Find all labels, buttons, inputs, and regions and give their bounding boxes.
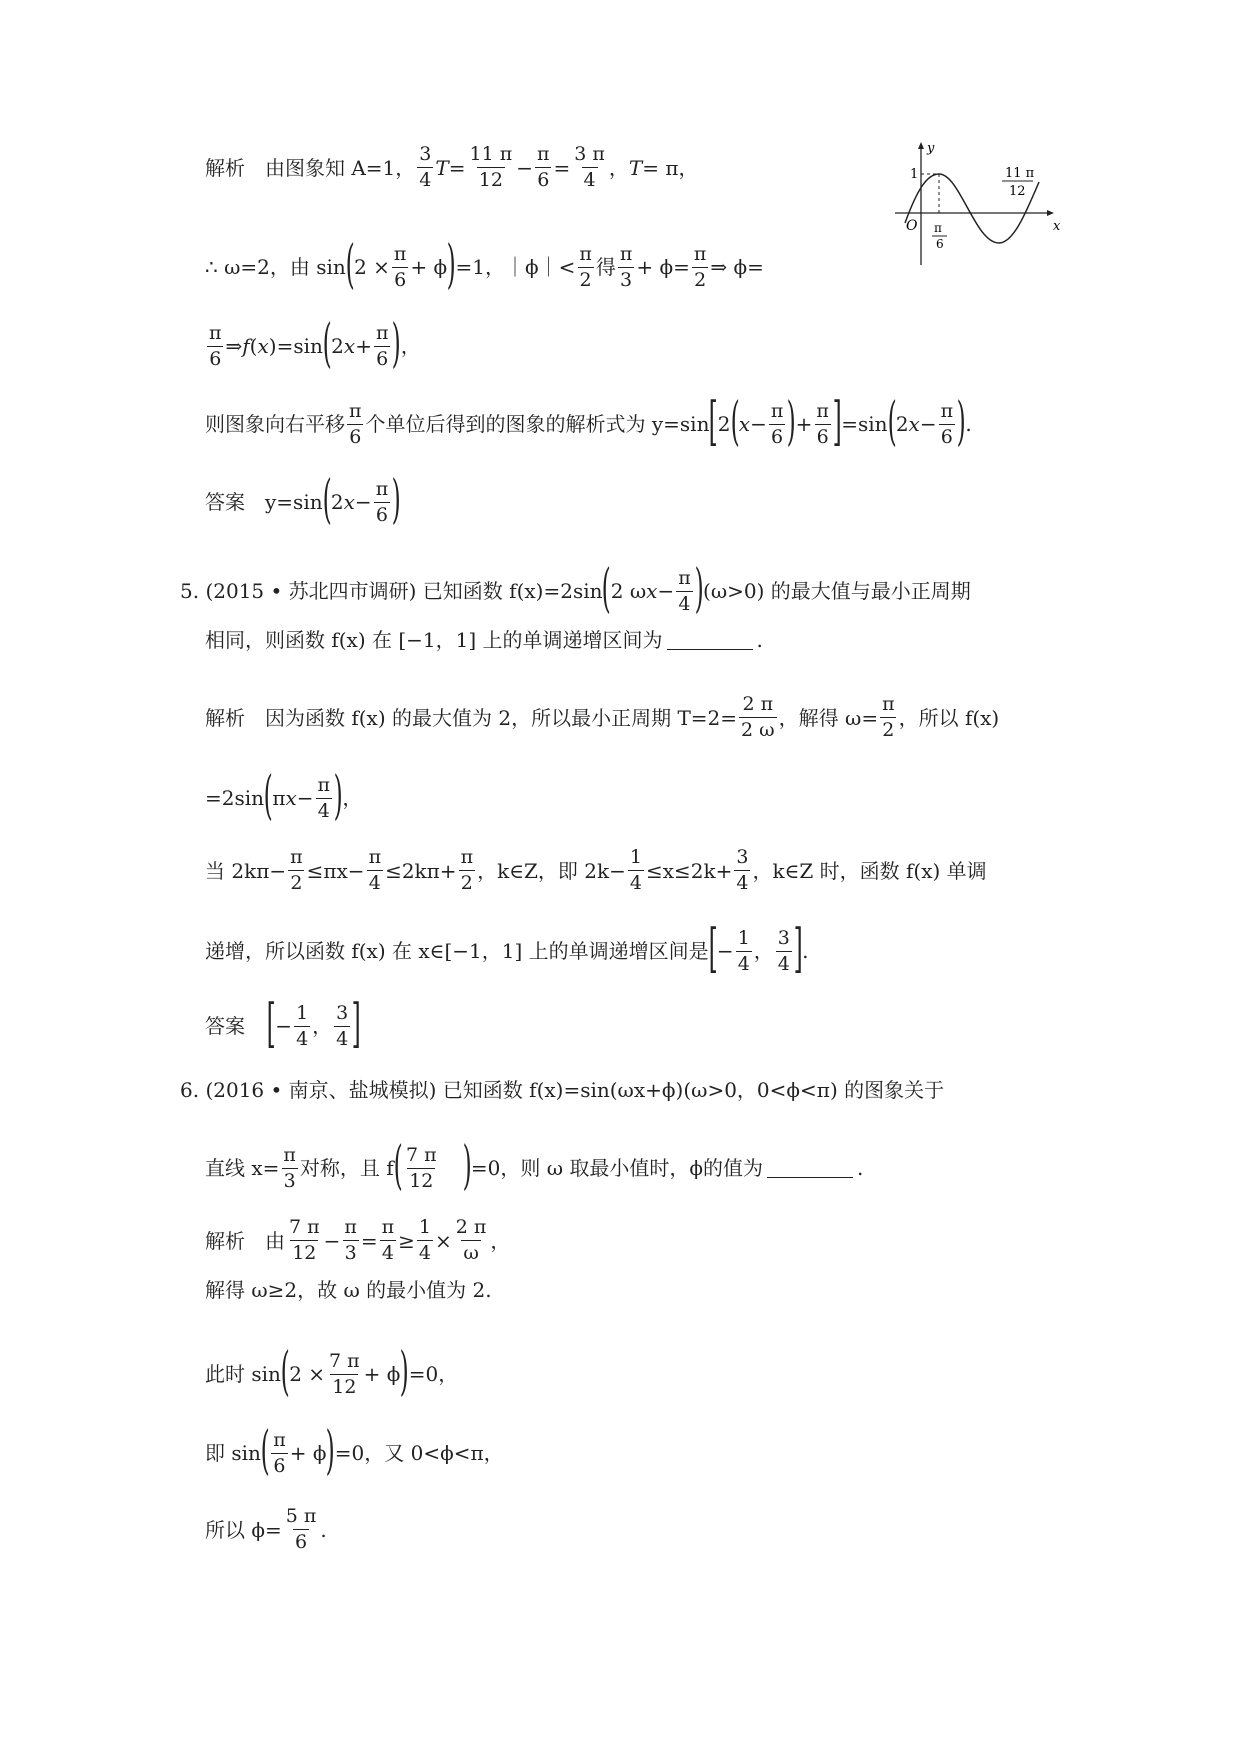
- fraction: $\frac{\pi}{6}$: [273, 1428, 286, 1477]
- fraction: $\frac{11 \pi}{12}$: [469, 143, 513, 191]
- fraction: $\frac{\pi}{6}$: [816, 399, 829, 448]
- fraction: $\frac{3}{4}$: [736, 846, 749, 894]
- fraction: $\frac{\pi}{2}$: [460, 846, 474, 894]
- x-axis-arrow: [1047, 210, 1054, 216]
- fraction: $\frac{2 \pi}{\omega}$: [455, 1216, 487, 1264]
- s4-line2-suffix: =1，｜ϕ｜<: [455, 255, 576, 279]
- pi6-den: 6: [936, 237, 944, 251]
- q5-line1: 5. (2015 • 苏北四市调研) 已知函数 f(x)=2sin ( 2 ω x − $\frac{\pi}{4}$ ) (ω>0) 的最大值与最小正周期: [180, 559, 971, 619]
- q5-sol1: 解析 因为函数 f(x) 的最大值为 2，所以最小正周期 T=2= $\frac{2 \pi}{2 \omega}$ ，解得 ω= $\frac{\pi}{2}$ ，所以 f(x): [205, 693, 1000, 741]
- q6-line2: 直线 x= $\frac{\pi}{3}$ 对称，且 f ( $\frac{7 \pi}{12}$ ) =0，则 ω 取最小值时，ϕ的值为 .: [205, 1136, 864, 1196]
- q6-sol3: 此时 sin ( 2 × $\frac{7 \pi}{12}$ + ϕ ) =0，: [205, 1342, 459, 1402]
- fraction: $\frac{\pi}{2}$: [693, 242, 707, 291]
- fraction: $\frac{\pi}{3}$: [283, 1143, 296, 1192]
- fraction: $\frac{1}{4}$: [629, 846, 642, 894]
- one-label: 1: [910, 167, 919, 182]
- q5-sol1-text: 解析 因为函数 f(x) 的最大值为 2，所以最小正周期 T=2=: [205, 705, 738, 730]
- fraction: $\frac{\pi}{4}$: [317, 773, 331, 822]
- q6-sol1: 解析 由 $\frac{7 \pi}{12}$ − $\frac{\pi}{3}$ = $\frac{\pi}{4}$ ≥ $\frac{1}{4}$ × $\frac{2 \pi}{\omega}$ ，: [205, 1216, 511, 1264]
- fraction: $\frac{\pi}{2}$: [882, 693, 895, 741]
- s4-line1: 解析 由图象知 A=1， $\frac{3}{4}$ T = $\frac{11 \pi}{12}$ − $\frac{\pi}{6}$ = $\frac{3 \pi}{4}$ ， T = π，: [205, 143, 699, 191]
- fraction: $\frac{1}{4}$: [737, 926, 750, 975]
- s4-answer: 答案 y=sin ( 2 x − $\frac{\pi}{6}$ ): [205, 470, 401, 530]
- fraction: $\frac{\pi}{6}$: [770, 399, 784, 448]
- fraction: $\frac{7 \pi}{12}$: [405, 1143, 437, 1192]
- s4-line1-prefix: 解析 由图象知 A=1，: [205, 155, 416, 180]
- s4-line3-suffix: ，: [400, 334, 421, 358]
- q6-sol4: 即 sin ( $\frac{\pi}{6}$ + ϕ ) =0，又 0<ϕ<π，: [205, 1421, 504, 1481]
- s4-line4-prefix: 则图象向右平移: [205, 412, 345, 436]
- fraction: $\frac{\pi}{3}$: [344, 1216, 357, 1264]
- q5-sol2: =2sin ( π x − $\frac{\pi}{4}$ ) ，: [205, 766, 363, 826]
- q5-line1-suffix: (ω>0) 的最大值与最小正周期: [703, 579, 971, 603]
- fraction: $\frac{3}{4}$: [336, 1001, 349, 1050]
- q5-answer-label: 答案: [205, 1014, 245, 1038]
- s4-line2-prefix: ∴ ω=2，由 sin: [205, 255, 346, 279]
- s4-line2: ∴ ω=2，由 sin ( 2 × $\frac{\pi}{6}$ + ϕ ) =1，｜ϕ｜< $\frac{\pi}{2}$ 得 $\frac{\pi}{3}$ + ϕ= $\frac{\pi}{2}$ ⇒ ϕ=: [205, 235, 764, 295]
- fraction: $\frac{3}{4}$: [419, 143, 432, 191]
- fraction: $\frac{\pi}{6}$: [536, 143, 550, 191]
- q5-sol3: 当 2kπ− $\frac{\pi}{2}$ ≤πx− $\frac{\pi}{4}$ ≤2kπ+ $\frac{\pi}{2}$ ，k∈Z，即 2k− $\frac{1}{4}$ ≤x≤2k+ $\frac{3}{4}$ ，k∈Z 时，函数 f(x) 单调: [205, 846, 987, 894]
- fraction: $\frac{2 \pi}{2 \omega}$: [741, 693, 775, 741]
- fraction: $\frac{\pi}{6}$: [209, 321, 222, 370]
- q5-line1-text: 5. (2015 • 苏北四市调研) 已知函数 f(x)=2sin: [180, 579, 603, 603]
- y-axis-label: y: [927, 141, 935, 156]
- x11-num: 11 π: [1005, 166, 1035, 181]
- fraction: $\frac{7 \pi}{12}$: [289, 1216, 320, 1264]
- fraction: $\frac{7 \pi}{12}$: [329, 1349, 360, 1398]
- q6-sol2: 解得 ω≥2，故 ω 的最小值为 2.: [205, 1278, 492, 1302]
- x11-den: 12: [1009, 184, 1026, 199]
- q6-line1-text: 6. (2016 • 南京、盐城模拟) 已知函数 f(x)=sin(ωx+ϕ)(ω>0，0<ϕ<π) 的图象关于: [180, 1078, 945, 1102]
- q5-sol4: 递增，所以函数 f(x) 在 x∈[−1，1] 上的单调递增区间是 [ − $\frac{1}{4}$ ， $\frac{3}{4}$ ] .: [205, 919, 809, 979]
- fraction: $\frac{\pi}{6}$: [349, 399, 362, 448]
- fraction: $\frac{\pi}{4}$: [678, 566, 691, 615]
- q5-line2: 相同，则函数 f(x) 在 [−1，1] 上的单调递增区间为 .: [205, 628, 763, 652]
- q6-line1: [180, 1080, 944, 1100]
- s4-line4-mid: 个单位后得到的图象的解析式为 y=sin: [365, 412, 710, 436]
- sine-graph: [875, 140, 1065, 270]
- s4-answer-label: 答案 y=sin: [205, 490, 323, 514]
- fraction: $\frac{1}{4}$: [296, 1001, 309, 1050]
- fraction: $\frac{\pi}{6}$: [375, 321, 389, 370]
- answer-blank: [667, 631, 753, 650]
- pi6-num: π: [934, 221, 942, 235]
- fraction: $\frac{\pi}{6}$: [393, 242, 407, 291]
- answer-blank: [767, 1159, 853, 1178]
- q5-line2-text: 相同，则函数 f(x) 在 [−1，1] 上的单调递增区间为: [205, 628, 663, 652]
- fraction: $\frac{5 \pi}{6}$: [285, 1505, 317, 1553]
- origin-label: O: [906, 218, 918, 234]
- fraction: $\frac{3 \pi}{4}$: [574, 143, 605, 191]
- fraction: $\frac{\pi}{2}$: [579, 242, 592, 291]
- fraction: $\frac{\pi}{4}$: [381, 1216, 395, 1264]
- fraction: $\frac{\pi}{2}$: [290, 846, 303, 894]
- fraction: $\frac{\pi}{6}$: [940, 399, 954, 448]
- fraction: $\frac{3}{4}$: [777, 926, 790, 975]
- q5-answer: 答案 [ − $\frac{1}{4}$ ， $\frac{3}{4}$ ]: [205, 994, 361, 1054]
- fraction: $\frac{\pi}{3}$: [619, 242, 633, 291]
- s4-line3: $\frac{\pi}{6}$ ⇒ f ( x )=sin ( 2 x + $\frac{\pi}{6}$ ) ，: [209, 314, 421, 374]
- q6-sol5: 所以 ϕ= $\frac{5 \pi}{6}$ .: [205, 1505, 327, 1553]
- fraction: $\frac{\pi}{6}$: [375, 477, 389, 526]
- fraction: $\frac{\pi}{4}$: [368, 846, 382, 894]
- y-axis-arrow: [918, 142, 924, 149]
- fraction: $\frac{1}{4}$: [418, 1216, 432, 1264]
- s4-line4: 则图象向右平移 $\frac{\pi}{6}$ 个单位后得到的图象的解析式为 y=sin [ 2 ( x − $\frac{\pi}{6}$ ) + $\frac{\pi}{6}$ ] =sin ( 2 x − $\frac{\pi}{6}$ ) .: [205, 392, 972, 452]
- x-axis-label: x: [1053, 219, 1061, 234]
